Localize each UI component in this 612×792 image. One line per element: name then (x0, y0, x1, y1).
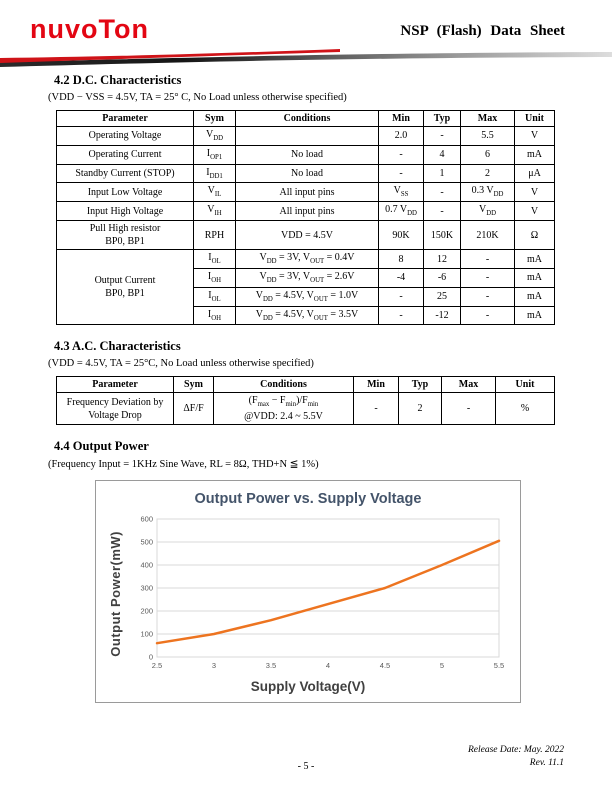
revision: Rev. 11.1 (529, 758, 564, 769)
table-cell: 25 (424, 287, 461, 306)
output-power-chart (95, 480, 521, 703)
table-cell: 2 (461, 164, 515, 183)
table-cell: V (515, 127, 555, 146)
table-cell: 12 (424, 250, 461, 269)
svg-text:200: 200 (139, 606, 153, 616)
table-cell: ΔF/F (174, 393, 214, 425)
table-cell: % (496, 393, 555, 425)
table-cell: $I_{OP1}$ (194, 145, 236, 164)
svg-text:2.5: 2.5 (151, 661, 162, 671)
col-header-sym: Sym (174, 377, 214, 393)
page-number: - 5 - (297, 761, 315, 772)
table-cell: Frequency Deviation by Voltage Drop (57, 393, 174, 425)
table-cell: V (515, 202, 555, 221)
col-header-parameter: Parameter (57, 111, 194, 127)
table-cell: $V_{IL}$ (194, 183, 236, 202)
output-power-plot (125, 511, 509, 677)
table-row (57, 202, 555, 221)
header-swoosh-graphic (0, 46, 612, 68)
table-cell: 150K (424, 221, 461, 250)
table-cell: 4 (424, 145, 461, 164)
table-cell: $I_{DD1}$ (194, 164, 236, 183)
svg-text:4.5: 4.5 (379, 661, 390, 671)
table-row (57, 393, 555, 425)
col-header-max: Max (442, 377, 496, 393)
table-cell: $V_{DD} = 3V$, $V_{OUT} = 2.6V$ (236, 268, 379, 287)
col-header-parameter: Parameter (57, 377, 174, 393)
table-cell: 90K (379, 221, 424, 250)
svg-text:100: 100 (139, 629, 153, 639)
x-axis-label: Supply Voltage(V) (250, 679, 366, 695)
table-cell: $I_{OH}$ (194, 268, 236, 287)
svg-text:5: 5 (439, 661, 444, 671)
col-header-max: Max (461, 111, 515, 127)
table-cell: 2.0 (379, 127, 424, 146)
table-cell: 0.7 $V_{DD}$ (379, 202, 424, 221)
table-cell: - (379, 306, 424, 325)
table-cell: - (354, 393, 399, 425)
table-cell: Operating Voltage (57, 127, 194, 146)
table-row (57, 145, 555, 164)
col-header-conditions: Conditions (214, 377, 354, 393)
table-cell: Standby Current (STOP) (57, 164, 194, 183)
table-cell (236, 127, 379, 146)
page-content (0, 73, 612, 703)
svg-text:0: 0 (148, 652, 153, 662)
svg-text:3: 3 (211, 661, 216, 671)
col-header-unit: Unit (515, 111, 555, 127)
table-cell: $V_{DD} = 4.5V$, $V_{OUT} = 1.0V$ (236, 287, 379, 306)
table-cell: $I_{OL}$ (194, 287, 236, 306)
table-cell: mA (515, 145, 555, 164)
table-cell: Output Current BP0, BP1 (57, 250, 194, 325)
svg-text:4: 4 (325, 661, 330, 671)
table-cell: - (461, 250, 515, 269)
table-cell: 0.3 $V_{DD}$ (461, 183, 515, 202)
table-row (57, 127, 555, 146)
col-header-typ: Typ (424, 111, 461, 127)
col-header-typ: Typ (399, 377, 442, 393)
table-cell: All input pins (236, 202, 379, 221)
table-cell: $I_{OH}$ (194, 306, 236, 325)
col-header-min: Min (379, 111, 424, 127)
table-cell: - (424, 127, 461, 146)
table-cell: mA (515, 250, 555, 269)
col-header-conditions: Conditions (236, 111, 379, 127)
col-header-sym: Sym (194, 111, 236, 127)
table-cell: RPH (194, 221, 236, 250)
chart-title: Output Power vs. Supply Voltage (194, 491, 422, 508)
table-row (57, 164, 555, 183)
table-cell: -6 (424, 268, 461, 287)
dc-condition-text: (VDD − VSS = 4.5V, TA = 25° C, No Load unless otherwise specified) (48, 92, 347, 103)
table-cell: $V_{DD}$ (194, 127, 236, 146)
table-cell: All input pins (236, 183, 379, 202)
table-cell: Operating Current (57, 145, 194, 164)
table-row (57, 250, 555, 269)
svg-text:600: 600 (139, 514, 153, 524)
table-cell: $I_{OL}$ (194, 250, 236, 269)
section-heading-ac: 4.3 A.C. Characteristics (54, 339, 181, 354)
table-cell: - (379, 164, 424, 183)
table-header-row (57, 111, 555, 127)
table-header-row (57, 377, 555, 393)
col-header-unit: Unit (496, 377, 555, 393)
table-cell: 210K (461, 221, 515, 250)
table-cell: $V_{DD} = 4.5V$, $V_{OUT} = 3.5V$ (236, 306, 379, 325)
table-cell: - (379, 145, 424, 164)
power-condition-text: (Frequency Input = 1KHz Sine Wave, RL = 8Ω, THD+N ≦ 1%) (48, 459, 319, 471)
table-cell: -12 (424, 306, 461, 325)
col-header-min: Min (354, 377, 399, 393)
section-heading-dc: 4.2 D.C. Characteristics (54, 73, 182, 87)
table-cell: $V_{IH}$ (194, 202, 236, 221)
table-cell: - (424, 202, 461, 221)
table-row (57, 183, 555, 202)
table-cell: -4 (379, 268, 424, 287)
nuvoton-logo: nuvoTon (30, 14, 149, 44)
table-cell: VDD = 4.5V (236, 221, 379, 250)
table-cell: Input High Voltage (57, 202, 194, 221)
table-cell: mA (515, 306, 555, 325)
table-cell: - (442, 393, 496, 425)
section-heading-output-power: 4.4 Output Power (54, 439, 149, 454)
svg-text:500: 500 (139, 537, 153, 547)
release-date: Release Date: May. 2022 (467, 745, 564, 756)
svg-text:3.5: 3.5 (265, 661, 276, 671)
table-cell: $(F_{max} - F_{min})/F_{min}$ @VDD: 2.4 ~ 5.5V (214, 393, 354, 425)
y-axis-label: Output Power(mW) (107, 531, 123, 658)
svg-text:5.5: 5.5 (493, 661, 504, 671)
table-cell: - (461, 306, 515, 325)
ac-condition-text: (VDD = 4.5V, TA = 25°C, No Load unless otherwise specified) (48, 358, 314, 370)
table-cell: - (379, 287, 424, 306)
table-cell: $V_{DD}$ (461, 202, 515, 221)
table-cell: 6 (461, 145, 515, 164)
table-cell: mA (515, 287, 555, 306)
table-cell: 8 (379, 250, 424, 269)
table-cell: 1 (424, 164, 461, 183)
svg-text:300: 300 (139, 583, 153, 593)
table-cell: 5.5 (461, 127, 515, 146)
ac-characteristics-table (56, 376, 555, 425)
table-cell: $V_{SS}$ (379, 183, 424, 202)
table-cell: - (461, 268, 515, 287)
table-cell: Pull High resistor BP0, BP1 (57, 221, 194, 250)
table-cell: No load (236, 145, 379, 164)
table-cell: Input Low Voltage (57, 183, 194, 202)
dc-characteristics-table (56, 110, 555, 325)
table-cell: - (461, 287, 515, 306)
table-cell: - (424, 183, 461, 202)
header (0, 0, 612, 68)
svg-text:400: 400 (139, 560, 153, 570)
table-cell: mA (515, 268, 555, 287)
table-cell: 2 (399, 393, 442, 425)
table-row (57, 221, 555, 250)
table-cell: V (515, 183, 555, 202)
table-cell: μA (515, 164, 555, 183)
document-title: NSP (Flash) Data Sheet (400, 23, 565, 39)
table-cell: $V_{DD} = 3V$, $V_{OUT} = 0.4V$ (236, 250, 379, 269)
table-cell: No load (236, 164, 379, 183)
table-cell: Ω (515, 221, 555, 250)
